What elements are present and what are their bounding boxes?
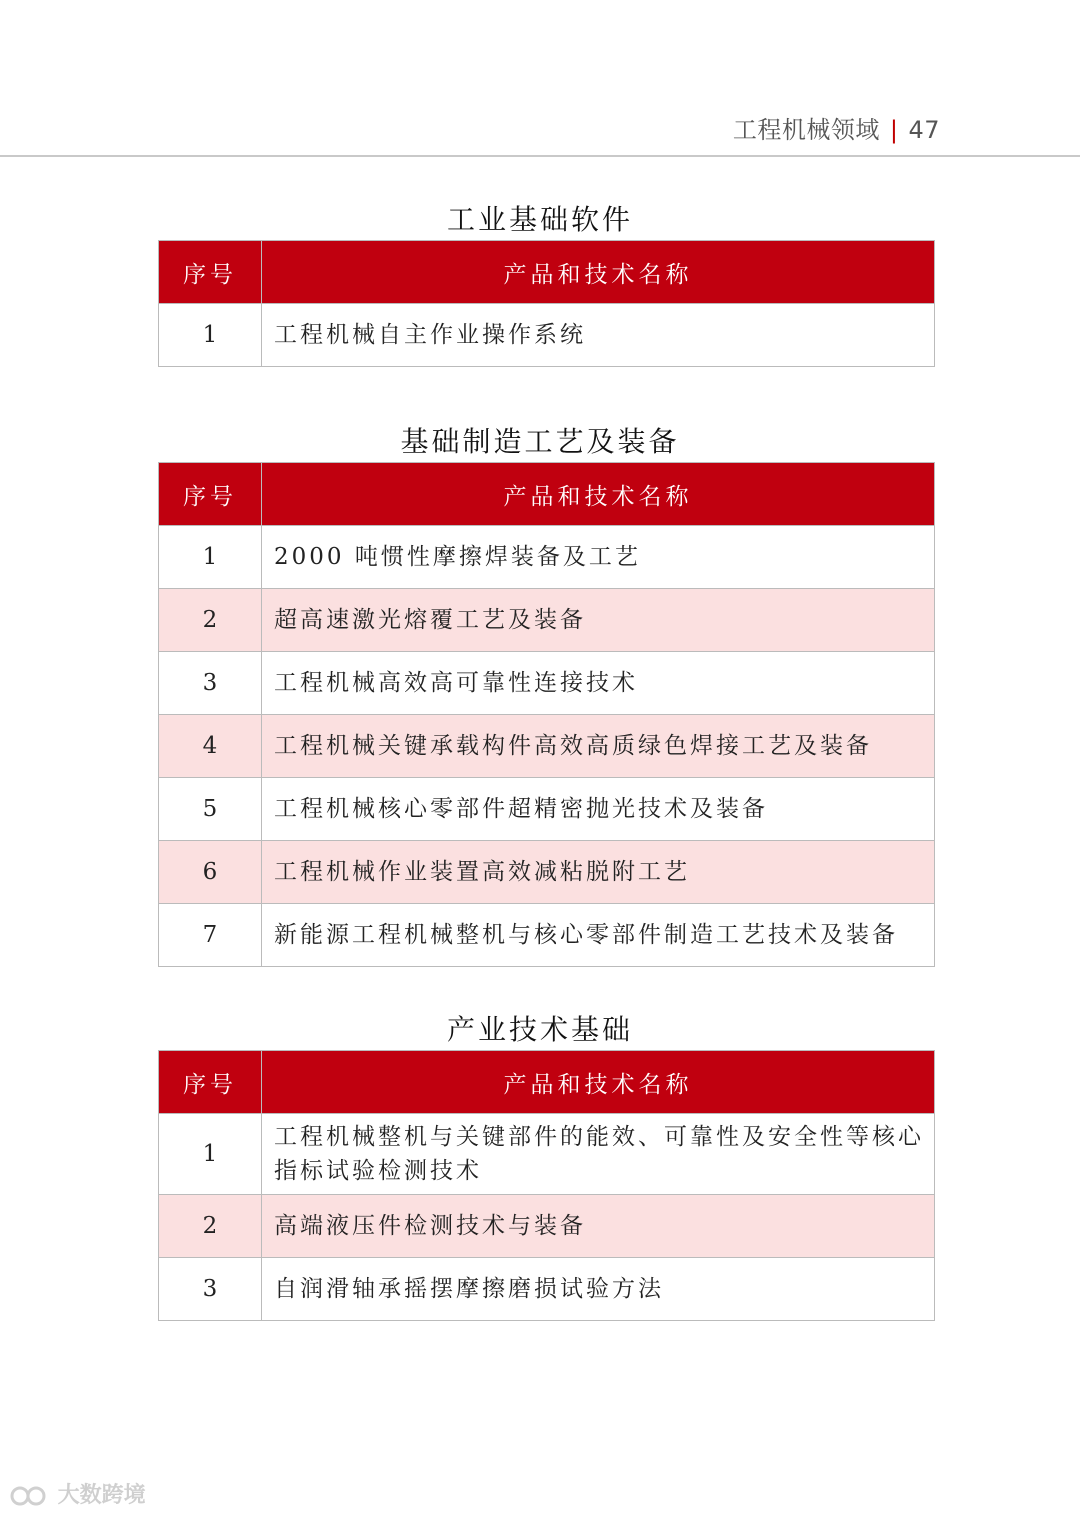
table-header-row <box>159 1051 935 1114</box>
table-row <box>159 1195 935 1258</box>
row-name: 自润滑轴承摇摆摩擦磨损试验方法 <box>262 1258 935 1321</box>
col-header-name: 产品和技术名称 <box>262 463 935 526</box>
watermark-text: 大数跨境 <box>57 1483 146 1508</box>
page-number: 47 <box>908 116 940 144</box>
table-industry-tech <box>158 1050 935 1321</box>
watermark <box>10 1478 146 1509</box>
col-header-no: 序号 <box>159 463 262 526</box>
row-no: 1 <box>159 1114 262 1195</box>
running-header <box>733 110 940 145</box>
row-no: 3 <box>159 1258 262 1321</box>
table-row <box>159 304 935 367</box>
table-header-row <box>159 463 935 526</box>
row-no: 6 <box>159 841 262 904</box>
section-title-industry-tech: 产业技术基础 <box>446 1013 633 1046</box>
col-header-no: 序号 <box>159 241 262 304</box>
col-header-name: 产品和技术名称 <box>262 241 935 304</box>
row-no: 1 <box>159 526 262 589</box>
watermark-logo-icon <box>10 1484 50 1508</box>
row-name: 工程机械作业装置高效减粘脱附工艺 <box>262 841 935 904</box>
table-header-row <box>159 241 935 304</box>
row-name: 工程机械自主作业操作系统 <box>262 304 935 367</box>
section-title-software: 工业基础软件 <box>446 203 633 236</box>
row-no: 5 <box>159 778 262 841</box>
col-header-no: 序号 <box>159 1051 262 1114</box>
table-row <box>159 904 935 967</box>
row-name: 超高速激光熔覆工艺及装备 <box>262 589 935 652</box>
table-row <box>159 841 935 904</box>
row-no: 2 <box>159 589 262 652</box>
header-separator: | <box>889 116 899 144</box>
table-row <box>159 589 935 652</box>
row-no: 3 <box>159 652 262 715</box>
row-no: 2 <box>159 1195 262 1258</box>
row-name: 2000 吨惯性摩擦焊装备及工艺 <box>262 526 935 589</box>
col-header-name: 产品和技术名称 <box>262 1051 935 1114</box>
header-section: 工程机械领域 <box>732 116 880 144</box>
table-row <box>159 526 935 589</box>
row-name: 高端液压件检测技术与装备 <box>262 1195 935 1258</box>
row-name: 工程机械关键承载构件高效高质绿色焊接工艺及装备 <box>262 715 935 778</box>
table-row <box>159 1114 935 1195</box>
table-row <box>159 1258 935 1321</box>
page-header <box>0 0 1080 157</box>
table-manufacturing <box>158 462 935 967</box>
row-no: 4 <box>159 715 262 778</box>
row-name: 工程机械核心零部件超精密抛光技术及装备 <box>262 778 935 841</box>
table-row <box>159 715 935 778</box>
row-name: 工程机械高效高可靠性连接技术 <box>262 652 935 715</box>
table-row <box>159 652 935 715</box>
table-software <box>158 240 935 367</box>
table-row <box>159 778 935 841</box>
row-name: 新能源工程机械整机与核心零部件制造工艺技术及装备 <box>262 904 935 967</box>
row-no: 1 <box>159 304 262 367</box>
row-no: 7 <box>159 904 262 967</box>
row-name: 工程机械整机与关键部件的能效、可靠性及安全性等核心指标试验检测技术 <box>262 1114 935 1195</box>
section-title-manufacturing: 基础制造工艺及装备 <box>400 425 680 458</box>
